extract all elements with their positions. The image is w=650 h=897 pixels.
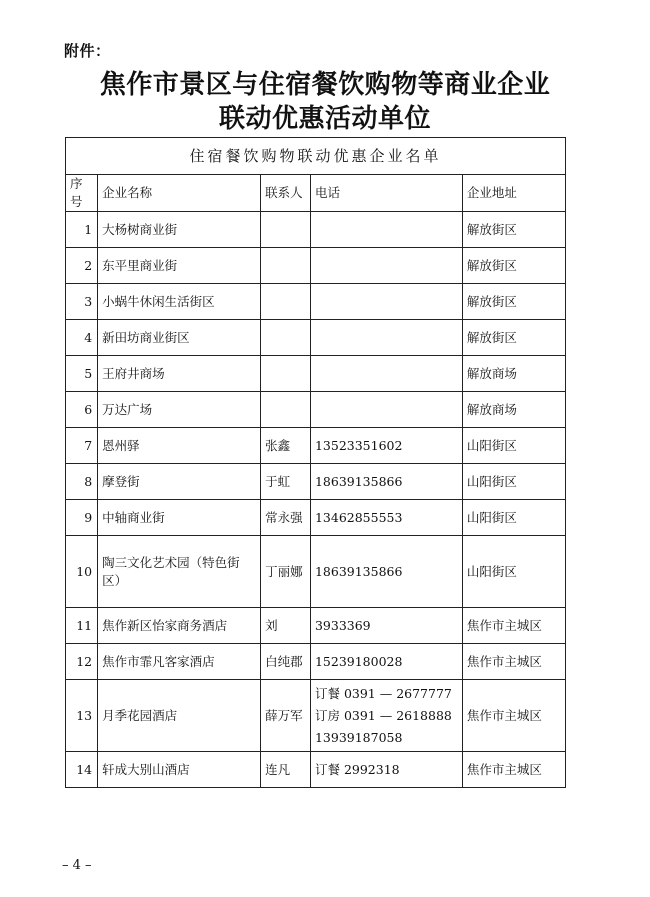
cell-address: 焦作市主城区 [462, 680, 565, 752]
cell-num: 13 [66, 680, 98, 752]
cell-address: 焦作市主城区 [462, 752, 565, 788]
table-row [66, 212, 566, 248]
cell-address: 山阳街区 [462, 536, 565, 608]
cell-name: 陶三文化艺术园（特色街区） [98, 536, 261, 608]
phone-line: 3933369 [314, 617, 371, 633]
phone-line: 18639135866 [314, 563, 403, 579]
cell-contact [261, 212, 311, 248]
cell-address: 焦作市主城区 [462, 608, 565, 644]
cell-phone [310, 752, 462, 788]
cell-contact [261, 284, 311, 320]
cell-name: 焦作新区怡家商务酒店 [98, 608, 261, 644]
document-title-line-1: 焦作市景区与住宿餐饮购物等商业企业 [99, 70, 551, 100]
cell-num: 14 [66, 752, 98, 788]
cell-num: 3 [66, 284, 98, 320]
phone-line: 订餐 0391 — 2677777 [314, 685, 452, 701]
cell-phone [310, 500, 462, 536]
cell-address: 解放街区 [462, 248, 565, 284]
table-row [66, 464, 566, 500]
cell-address: 解放街区 [462, 284, 565, 320]
phone-line: 13939187058 [314, 729, 403, 745]
phone-line: 15239180028 [314, 653, 403, 669]
cell-contact [261, 392, 311, 428]
page-number: – 4 – [62, 858, 92, 873]
phone-line: 13523351602 [314, 437, 403, 453]
cell-name: 焦作市霏凡客家酒店 [98, 644, 261, 680]
cell-num: 7 [66, 428, 98, 464]
cell-contact: 常永强 [261, 500, 311, 536]
cell-contact [261, 248, 311, 284]
cell-phone [310, 320, 462, 356]
cell-name: 大杨树商业街 [98, 212, 261, 248]
cell-name: 轩成大别山酒店 [98, 752, 261, 788]
cell-num: 8 [66, 464, 98, 500]
table-row [66, 536, 566, 608]
table-row [66, 356, 566, 392]
table-row [66, 608, 566, 644]
cell-num: 5 [66, 356, 98, 392]
table-row [66, 392, 566, 428]
cell-address: 焦作市主城区 [462, 644, 565, 680]
cell-phone [310, 464, 462, 500]
cell-address: 解放商场 [462, 392, 565, 428]
header-phone: 电话 [310, 175, 462, 212]
cell-address: 山阳街区 [462, 500, 565, 536]
table-caption: 住宿餐饮购物联动优惠企业名单 [66, 138, 566, 175]
cell-contact: 丁丽娜 [261, 536, 311, 608]
cell-address: 解放街区 [462, 212, 565, 248]
table-row [66, 428, 566, 464]
cell-contact [261, 356, 311, 392]
cell-contact [261, 320, 311, 356]
cell-contact: 薛万军 [261, 680, 311, 752]
enterprise-table [65, 137, 566, 788]
cell-name: 东平里商业街 [98, 248, 261, 284]
cell-phone [310, 392, 462, 428]
cell-num: 11 [66, 608, 98, 644]
table-row [66, 500, 566, 536]
cell-name: 恩州驿 [98, 428, 261, 464]
cell-name: 王府井商场 [98, 356, 261, 392]
attachment-label: 附件： [64, 42, 111, 60]
cell-phone [310, 536, 462, 608]
table-row [66, 284, 566, 320]
table-row [66, 248, 566, 284]
cell-name: 月季花园酒店 [98, 680, 261, 752]
header-address: 企业地址 [462, 175, 565, 212]
table-body [66, 212, 566, 788]
cell-phone [310, 212, 462, 248]
cell-num: 2 [66, 248, 98, 284]
phone-line: 订房 0391 — 2618888 [314, 707, 452, 723]
table-row [66, 680, 566, 752]
cell-name: 小蜗牛休闲生活街区 [98, 284, 261, 320]
phone-line: 13462855553 [314, 509, 403, 525]
cell-address: 解放街区 [462, 320, 565, 356]
cell-phone [310, 284, 462, 320]
cell-contact: 于虹 [261, 464, 311, 500]
cell-address: 山阳街区 [462, 464, 565, 500]
cell-num: 6 [66, 392, 98, 428]
phone-line: 18639135866 [314, 473, 403, 489]
cell-phone [310, 608, 462, 644]
cell-num: 1 [66, 212, 98, 248]
phone-line: 订餐 2992318 [314, 761, 400, 777]
cell-address: 解放商场 [462, 356, 565, 392]
cell-name: 万达广场 [98, 392, 261, 428]
cell-name: 中轴商业街 [98, 500, 261, 536]
cell-phone [310, 356, 462, 392]
cell-phone [310, 680, 462, 752]
cell-contact: 张鑫 [261, 428, 311, 464]
table-header-row [66, 175, 566, 212]
cell-num: 4 [66, 320, 98, 356]
cell-contact: 刘 [261, 608, 311, 644]
cell-phone [310, 644, 462, 680]
header-contact: 联系人 [261, 175, 311, 212]
cell-phone [310, 428, 462, 464]
table-row [66, 752, 566, 788]
table-row [66, 320, 566, 356]
cell-name: 新田坊商业街区 [98, 320, 261, 356]
header-name: 企业名称 [98, 175, 261, 212]
cell-address: 山阳街区 [462, 428, 565, 464]
header-num: 序号 [66, 175, 98, 212]
cell-num: 12 [66, 644, 98, 680]
table-row [66, 644, 566, 680]
cell-contact: 白纯郡 [261, 644, 311, 680]
cell-num: 9 [66, 500, 98, 536]
cell-phone [310, 248, 462, 284]
cell-contact: 连凡 [261, 752, 311, 788]
document-title-line-2: 联动优惠活动单位 [218, 104, 431, 134]
cell-num: 10 [66, 536, 98, 608]
cell-name: 摩登街 [98, 464, 261, 500]
